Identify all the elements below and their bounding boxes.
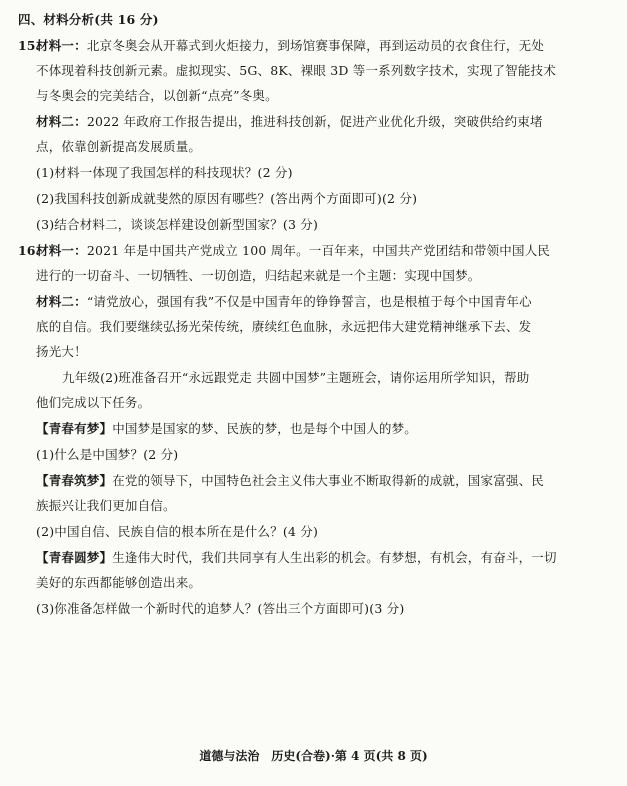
q16-task1-text: 中国梦是国家的梦、民族的梦，也是每个中国人的梦。 xyxy=(112,421,418,436)
q15-subquestion-3: (3)结合材料二，谈谈怎样建设创新型国家？(3 分) xyxy=(36,217,319,232)
q16-material2-label: 材料二： xyxy=(36,294,87,309)
q15-material2-text1: 2022 年政府工作报告提出，推进科技创新，促进产业优化升级，突破供给约束堵 xyxy=(86,114,543,129)
q16-task2-text1: 在党的领导下，中国特色社会主义伟大事业不断取得新的成就，国家富强、民 xyxy=(112,473,545,488)
q15-material1-line2: 不体现着科技创新元素。虚拟现实、5G、8K、裸眼 3D 等一系列数字技术，实现了智能技术 xyxy=(36,63,556,78)
q16-task2-line1 xyxy=(36,473,544,489)
section-title: 四、材料分析(共 16 分) xyxy=(18,12,159,27)
question-16-number: 16. xyxy=(18,243,40,258)
q15-material1-label: 材料一： xyxy=(36,38,87,53)
q16-task1-line xyxy=(36,421,417,437)
question-15-number: 15. xyxy=(18,38,40,53)
q15-material1-line1 xyxy=(36,38,544,54)
q16-material1-line2: 进行的一切奋斗、一切牺牲、一切创造，归结起来就是一个主题：实现中国梦。 xyxy=(36,268,481,283)
q16-subquestion-1: (1)什么是中国梦？(2 分) xyxy=(36,447,179,462)
q16-subquestion-3: (3)你准备怎样做一个新时代的追梦人？(答出三个方面即可)(3 分) xyxy=(36,601,405,616)
q16-material1-line1 xyxy=(36,243,550,259)
q15-material2-line1 xyxy=(36,114,543,130)
q16-material1-label: 材料一： xyxy=(36,243,87,258)
q16-task3-line2: 美好的东西都能够创造出来。 xyxy=(36,575,202,590)
q16-intro-line1: 九年级(2)班准备召开“永远跟党走 共圆中国梦”主题班会，请你运用所学知识，帮助 xyxy=(62,370,530,385)
q16-task3-tag: 【青春圆梦】 xyxy=(36,550,113,565)
q15-subquestion-1: (1)材料一体现了我国怎样的科技现状？(2 分) xyxy=(36,165,293,180)
page-footer: 道德与法治 历史(合卷)·第 4 页(共 8 页) xyxy=(199,749,428,763)
q16-task2-line2: 族振兴让我们更加自信。 xyxy=(36,498,176,513)
q16-task3-line1 xyxy=(36,550,557,566)
q16-material2-line3: 扬光大！ xyxy=(36,344,87,359)
q16-intro-line2: 他们完成以下任务。 xyxy=(36,395,151,410)
q15-material1-text1: 北京冬奥会从开幕式到火炬接力，到场馆赛事保障，再到运动员的衣食住行，无处 xyxy=(86,38,545,53)
q16-material1-text1: 2021 年是中国共产党成立 100 周年。一百年来，中国共产党团结和带领中国人民 xyxy=(86,243,551,258)
q16-task3-text1: 生逢伟大时代，我们共同享有人生出彩的机会。有梦想，有机会，有奋斗，一切 xyxy=(112,550,557,565)
q16-task1-tag: 【青春有梦】 xyxy=(36,421,113,436)
q15-material2-line2: 点，依靠创新提高发展质量。 xyxy=(36,139,202,154)
q16-material2-line1 xyxy=(36,294,532,310)
q15-material2-label: 材料二： xyxy=(36,114,87,129)
q16-material2-text1: “请党放心，强国有我”不仅是中国青年的铮铮誓言，也是根植于每个中国青年心 xyxy=(86,294,532,309)
q16-subquestion-2: (2)中国自信、民族自信的根本所在是什么？(4 分) xyxy=(36,524,319,539)
q15-material1-line3: 与冬奥会的完美结合，以创新“点亮”冬奥。 xyxy=(36,88,278,103)
q15-subquestion-2: (2)我国科技创新成就斐然的原因有哪些？(答出两个方面即可)(2 分) xyxy=(36,191,418,206)
q16-material2-line2: 底的自信。我们要继续弘扬光荣传统，赓续红色血脉，永远把伟大建党精神继承下去、发 xyxy=(36,319,532,334)
q16-task2-tag: 【青春筑梦】 xyxy=(36,473,113,488)
